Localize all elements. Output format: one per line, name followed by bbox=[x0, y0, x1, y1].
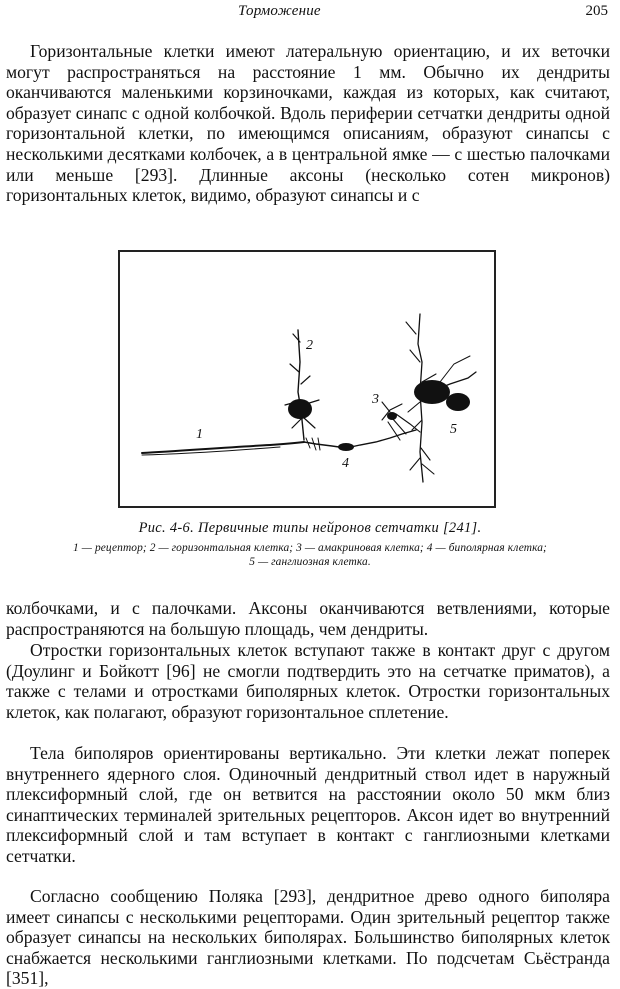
figure-label-2: 2 bbox=[306, 338, 313, 353]
figure-label-3: 3 bbox=[372, 392, 379, 407]
neuron-illustration bbox=[120, 252, 494, 506]
paragraph-horizontal-contacts: Отростки горизонтальных клеток вступают также в контакт друг с другом (Доулинг и Бойкотт [96] не смогли подтвердить это на сетчатке приматов), а также с телами и отростками биполярных клеток. Отростки горизонтальных клеток, как полагают, образуют горизонтальное сплетение. bbox=[6, 640, 610, 722]
figure-caption-title: Рис. 4-6. Первичные типы нейронов сетчатки [241]. bbox=[138, 520, 482, 536]
figure-label-4: 4 bbox=[342, 456, 349, 471]
page-number: 205 bbox=[585, 3, 608, 19]
figure-caption-legend bbox=[0, 541, 620, 569]
figure-label-5: 5 bbox=[450, 422, 457, 437]
paragraph-polyak-report: Согласно сообщению Поляка [293], дендритное древо одного биполяра имеет синапсы с несколькими рецепторами. Один зрительный рецептор также образует синапсы на нескольких биполярах. Большинство биполярных клеток снабжается несколькими ганглиозными клетками. По подсчетам Сьёстранда [351], bbox=[6, 886, 610, 989]
running-title: Торможение bbox=[238, 3, 321, 19]
figure-legend-line-2: 5 — ганглиозная клетка. bbox=[249, 556, 371, 568]
paragraph-axon-endings: колбочками, и с палочками. Аксоны оканчиваются ветвлениями, которые распространяются на большую площадь, чем дендриты. bbox=[6, 598, 610, 639]
page-header bbox=[0, 1, 620, 23]
horizontal-cell-drawing bbox=[298, 330, 304, 440]
figure-legend-line-1: 1 — рецептор; 2 — горизонтальная клетка; 3 — амакриновая клетка; 4 — биполярная клетка; bbox=[73, 542, 547, 554]
figure-retina-neurons bbox=[118, 250, 496, 508]
paragraph-horizontal-cells: Горизонтальные клетки имеют латеральную ориентацию, и их веточки могут распространяться на расстояние 1 мм. Обычно их дендриты оканчиваются маленькими корзиночками, каждая из которых, как считают, образует синапс с одной колбочкой. Вдоль периферии сетчатки дендриты одной горизонтальной клетки, по имеющимся описаниям, образуют синапсы с несколькими десятками колбочек, а в центральной ямке — с шестью палочками или меньше [293]. Длинные аксоны (несколько сотен микронов) горизонтальных клеток, видимо, образуют синапсы и с bbox=[6, 41, 610, 206]
paragraph-bipolar-bodies: Тела биполяров ориентированы вертикально. Эти клетки лежат поперек внутреннего ядерного слоя. Одиночный дендритный ствол идет в наружный плексиформный слой, где он ветвится на расстоянии около 50 мкм близ синаптических терминалей зрительных рецепторов. Аксон идет во внутренний плексиформный слой и там вступает в контакт с ганглиозными клетками сетчатки. bbox=[6, 743, 610, 866]
figure-label-1: 1 bbox=[196, 427, 203, 442]
